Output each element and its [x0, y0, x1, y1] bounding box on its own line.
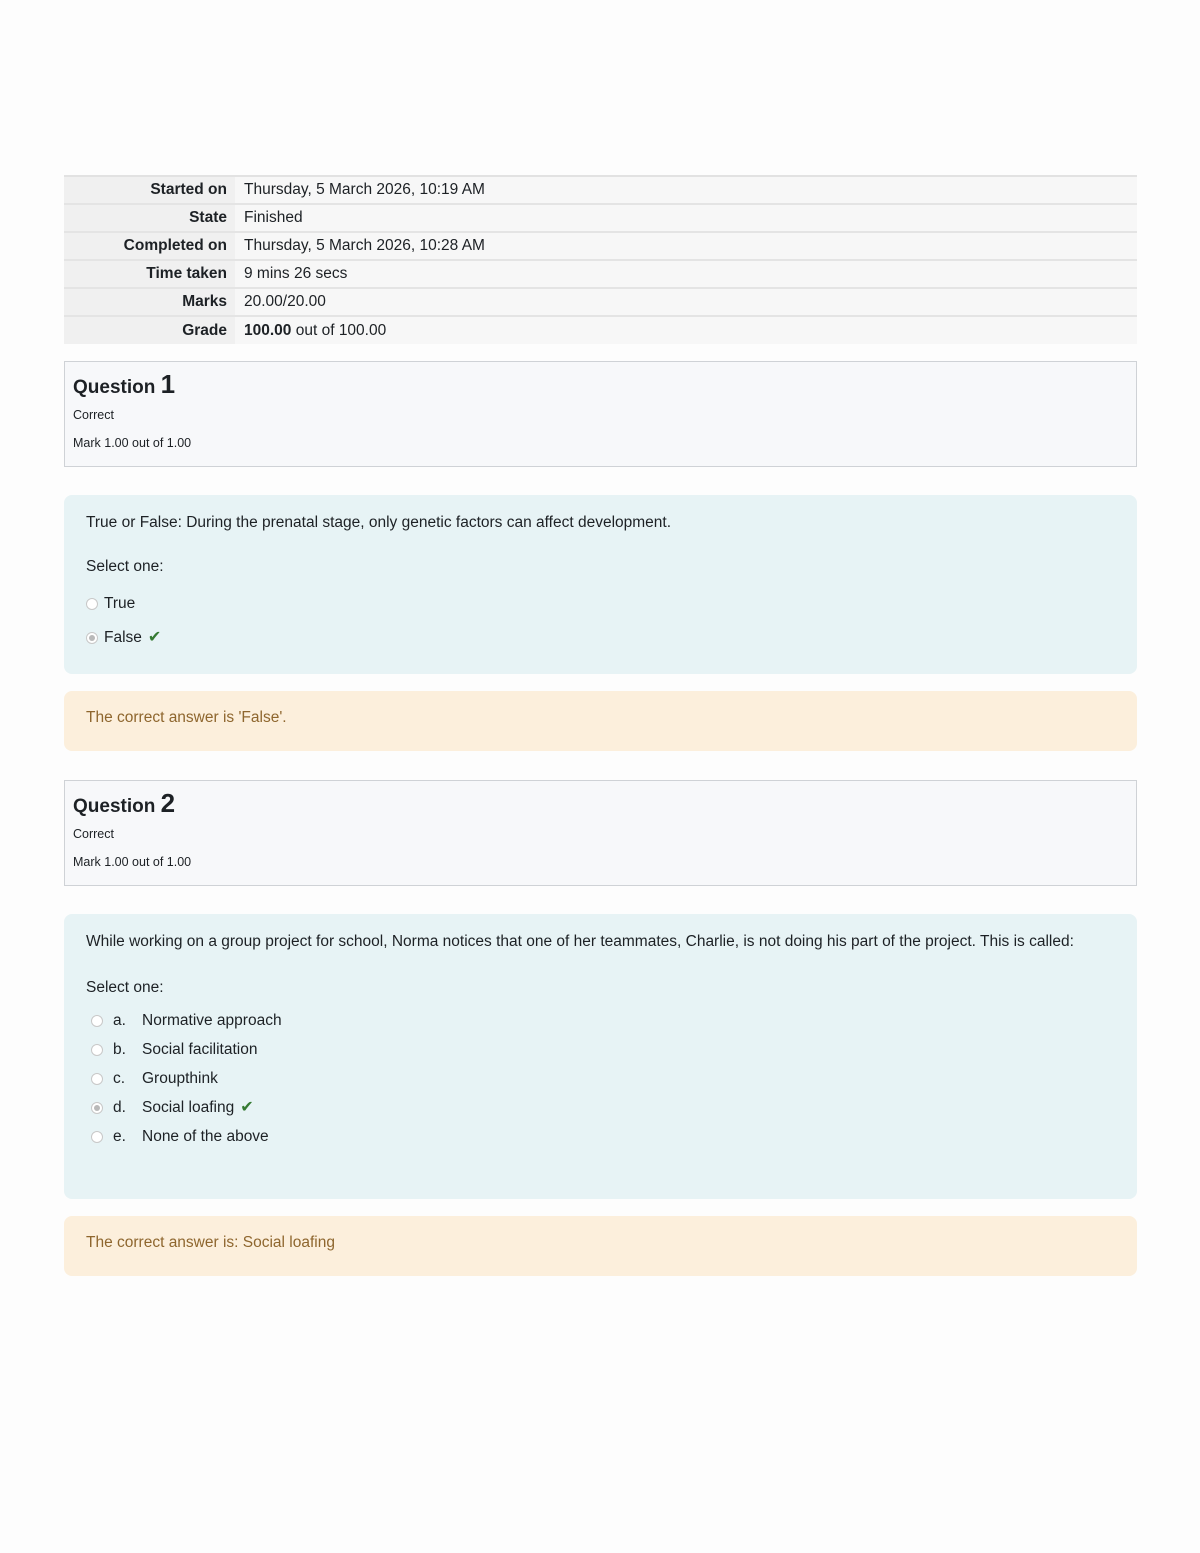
question-state: Correct [73, 408, 114, 422]
question-text: While working on a group project for school, Norma notices that one of her teammates, Charlie, is not doing his part of the project. This is called: [86, 933, 1074, 950]
question-heading: Question [73, 377, 156, 398]
radio-button[interactable] [86, 598, 98, 610]
summary-value: 20.00/20.00 [235, 288, 1137, 316]
check-icon: ✔ [147, 629, 162, 646]
question-number [73, 369, 1128, 400]
option-label: True [104, 595, 136, 612]
option-label: None of the above [142, 1127, 269, 1145]
answer-option-true[interactable] [80, 587, 1115, 621]
select-prompt: Select one: [86, 979, 164, 996]
option-letter: d. [113, 1098, 126, 1116]
summary-label: Grade [64, 316, 235, 344]
summary-value: Thursday, 5 March 2026, 10:19 AM [235, 176, 1137, 204]
summary-value: Finished [235, 204, 1137, 232]
option-label: Normative approach [142, 1011, 282, 1029]
summary-row-grade [64, 316, 1137, 344]
question-grade: Mark 1.00 out of 1.00 [73, 436, 192, 450]
answer-option-d[interactable] [80, 1093, 1115, 1122]
question-text: True or False: During the prenatal stage, only genetic factors can affect development. [86, 514, 672, 531]
question-heading: Question [73, 796, 156, 817]
summary-label: Started on [64, 176, 235, 204]
option-letter: a. [113, 1011, 126, 1029]
answer-options [86, 587, 1115, 655]
option-label: Social loafing [142, 1098, 235, 1116]
answer-option-a[interactable] [80, 1006, 1115, 1035]
option-letter: b. [113, 1040, 126, 1058]
question-number-value: 1 [160, 369, 176, 399]
grade-total: out of 100.00 [291, 321, 387, 339]
right-answer-feedback-1 [64, 691, 1137, 751]
right-answer-feedback-2 [64, 1216, 1137, 1276]
question-grade: Mark 1.00 out of 1.00 [73, 855, 192, 869]
option-label: Groupthink [142, 1069, 218, 1087]
summary-row-state [64, 204, 1137, 232]
option-label: False [104, 629, 142, 646]
summary-label: Marks [64, 288, 235, 316]
attempt-summary-table [64, 175, 1137, 344]
summary-label: Time taken [64, 260, 235, 288]
summary-row-time-taken [64, 260, 1137, 288]
answer-option-false[interactable] [80, 621, 1115, 655]
summary-value: 9 mins 26 secs [235, 260, 1137, 288]
radio-button[interactable] [91, 1131, 103, 1143]
select-prompt: Select one: [86, 558, 164, 575]
question-state: Correct [73, 827, 114, 841]
feedback-text: The correct answer is: Social loafing [86, 1234, 335, 1251]
answer-option-b[interactable] [80, 1035, 1115, 1064]
summary-row-started [64, 176, 1137, 204]
option-letter: e. [113, 1127, 126, 1145]
answer-option-e[interactable] [80, 1122, 1115, 1151]
option-label: Social facilitation [142, 1040, 258, 1058]
answer-option-c[interactable] [80, 1064, 1115, 1093]
summary-label: Completed on [64, 232, 235, 260]
question-number-value: 2 [160, 788, 176, 818]
summary-value: Thursday, 5 March 2026, 10:28 AM [235, 232, 1137, 260]
quiz-review [64, 175, 1137, 1276]
radio-button[interactable] [91, 1015, 103, 1027]
option-letter: c. [113, 1069, 126, 1087]
question-info-2 [64, 780, 1137, 886]
radio-button[interactable] [91, 1044, 103, 1056]
radio-button[interactable] [91, 1073, 103, 1085]
summary-value [235, 316, 1137, 344]
question-formulation-1 [64, 495, 1137, 674]
check-icon: ✔ [240, 1098, 254, 1116]
grade-score: 100.00 [244, 321, 292, 339]
question-info-1 [64, 361, 1137, 467]
answer-options [86, 1006, 1115, 1151]
radio-button-selected[interactable] [86, 632, 98, 644]
question-formulation-2 [64, 914, 1137, 1199]
radio-button-selected[interactable] [91, 1102, 103, 1114]
feedback-text: The correct answer is 'False'. [86, 709, 287, 726]
summary-row-completed [64, 232, 1137, 260]
question-number [73, 788, 1128, 819]
summary-row-marks [64, 288, 1137, 316]
summary-label: State [64, 204, 235, 232]
